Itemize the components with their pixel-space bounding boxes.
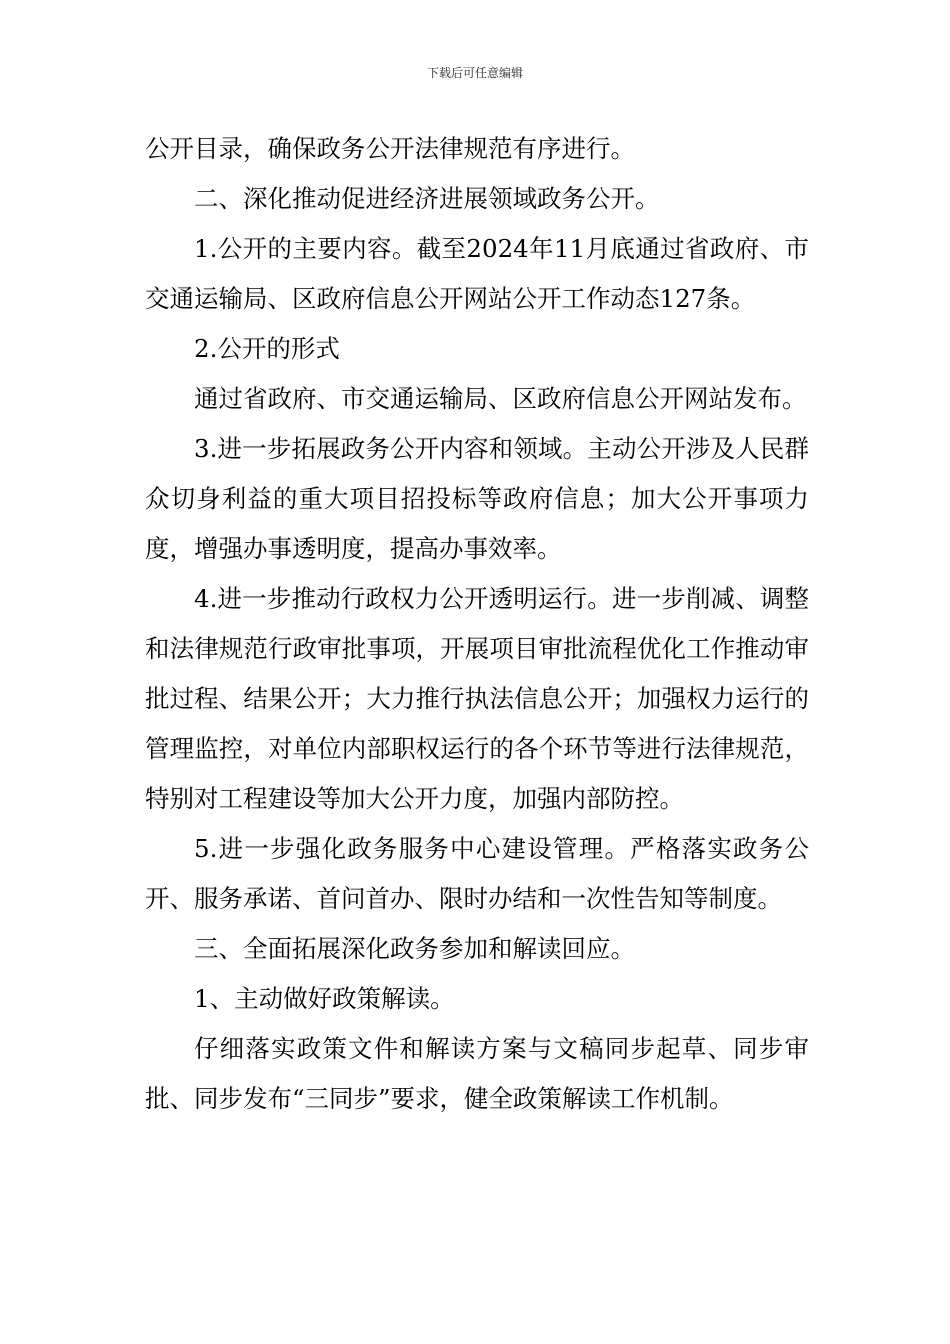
paragraph-5: 通过省政府、市交通运输局、区政府信息公开网站发布。 xyxy=(194,384,807,413)
document-body xyxy=(145,124,809,1124)
paragraph-8: 5.进一步强化政务服务中心建设管理。严格落实政务公开、服务承诺、首问首办、限时办结和一次性告知等制度。 xyxy=(145,834,809,913)
paragraph-11: 仔细落实政策文件和解读方案与文稿同步起草、同步审批、同步发布“三同步”要求，健全政策解读工作机制。 xyxy=(145,1034,809,1113)
paragraph-4: 2.公开的形式 xyxy=(194,334,340,363)
paragraph-3: 1.公开的主要内容。截至2024年11月底通过省政府、市交通运输局、区政府信息公开网站公开工作动态127条。 xyxy=(145,234,809,313)
page-header-note: 下载后可任意编辑 xyxy=(426,66,523,80)
paragraph-6: 3.进一步拓展政务公开内容和领域。主动公开涉及人民群众切身利益的重大项目招投标等政府信息；加大公开事项力度，增强办事透明度，提高办事效率。 xyxy=(145,434,809,563)
paragraph-10: 1、主动做好政策解读。 xyxy=(194,984,455,1013)
paragraph-7: 4.进一步推动行政权力公开透明运行。进一步削减、调整和法律规范行政审批事项，开展项目审批流程优化工作推动审批过程、结果公开；大力推行执法信息公开；加强权力运行的管理监控，对单位内部职权运行的各个环节等进行法律规范，特别对工程建设等加大公开力度，加强内部防控。 xyxy=(145,584,809,813)
section-heading-2: 二、深化推动促进经济进展领域政务公开。 xyxy=(194,184,660,213)
paragraph-1: 公开目录，确保政务公开法律规范有序进行。 xyxy=(145,134,635,163)
section-heading-3: 三、全面拓展深化政务参加和解读回应。 xyxy=(194,934,635,963)
